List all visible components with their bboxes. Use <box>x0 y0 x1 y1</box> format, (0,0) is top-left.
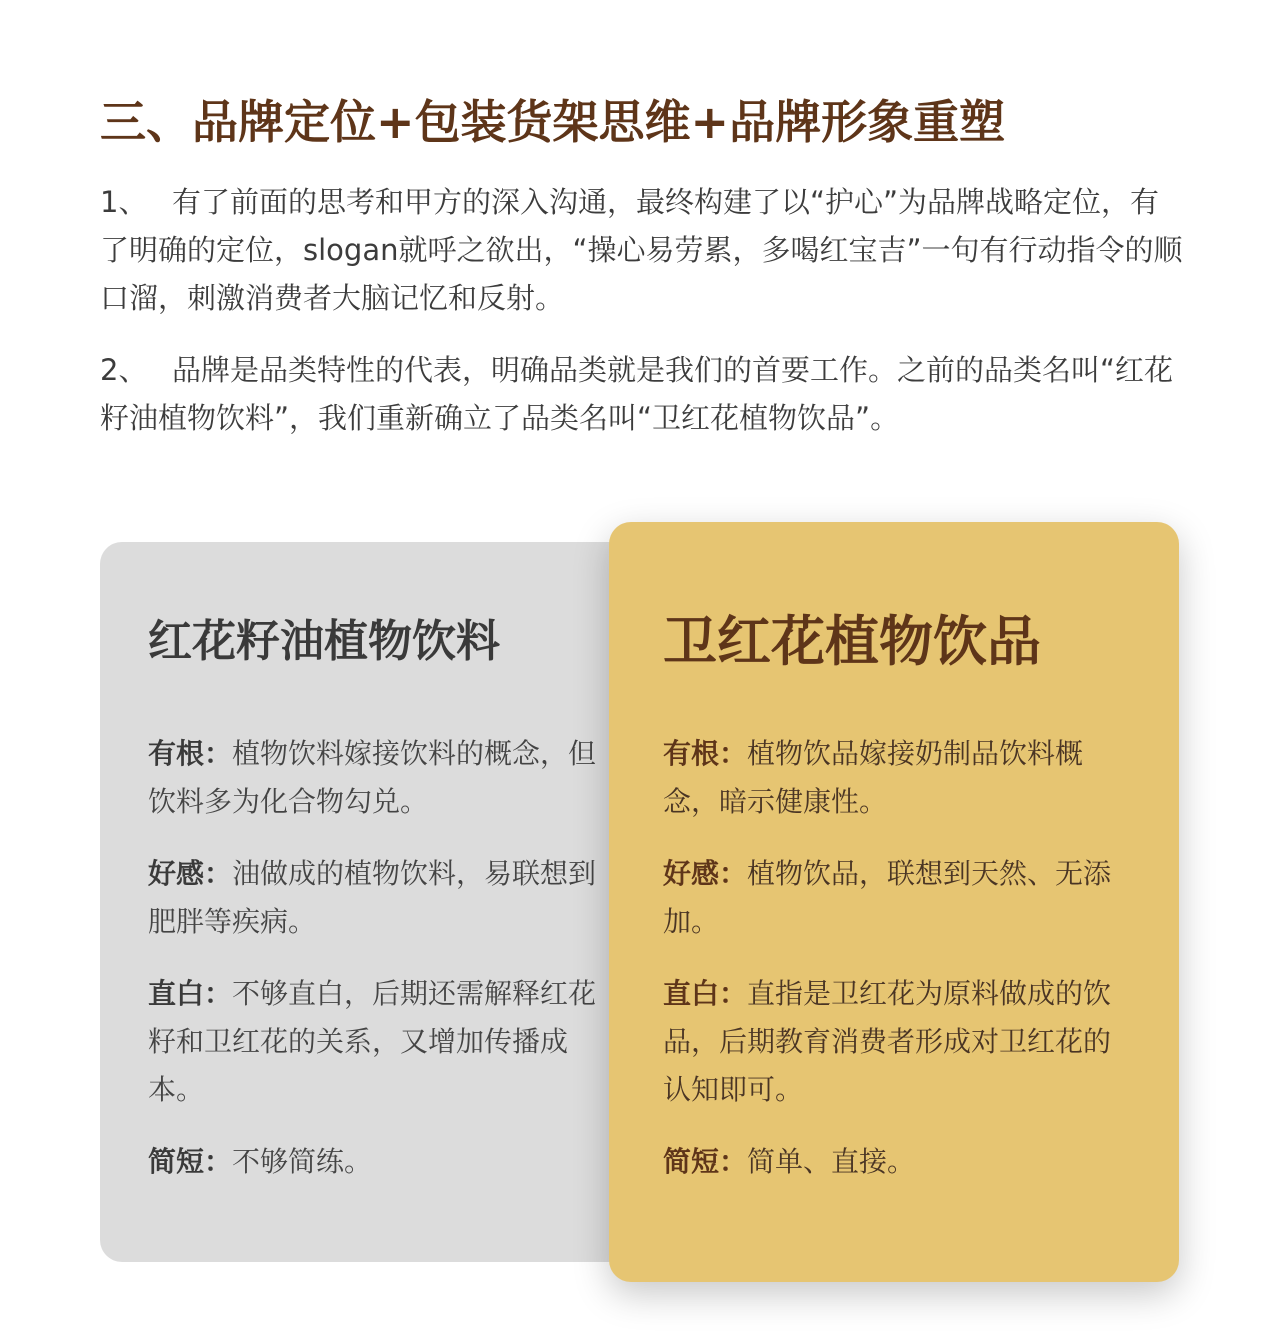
point-key: 直白： <box>663 977 748 1010</box>
old-point-direct <box>148 970 612 1114</box>
new-point-direct <box>663 970 1127 1114</box>
paragraph-text: 品牌是品类特性的代表，明确品类就是我们的首要工作。之前的品类名叫“红花籽油植物饮料”，我们重新确立了品类名叫“卫红花植物饮品”。 <box>100 353 1174 435</box>
point-key: 简短： <box>148 1145 233 1178</box>
point-key: 好感： <box>663 857 748 890</box>
paragraph-number: 2、 <box>100 353 148 387</box>
old-category-title: 红花籽油植物饮料 <box>148 616 500 667</box>
old-category-card <box>100 542 660 1262</box>
point-key: 简短： <box>663 1145 748 1178</box>
page-title: 三、品牌定位+包装货架思维+品牌形象重塑 <box>100 95 1006 149</box>
point-text: 直指是卫红花为原料做成的饮品，后期教育消费者形成对卫红花的认知即可。 <box>663 977 1112 1106</box>
new-point-root <box>663 730 1127 826</box>
paragraph-number: 1、 <box>100 185 148 219</box>
new-category-title: 卫红花植物饮品 <box>663 610 1041 673</box>
paragraph-2 <box>100 346 1185 442</box>
new-point-favor <box>663 850 1127 946</box>
point-text: 不够简练。 <box>232 1145 373 1178</box>
point-text: 不够直白，后期还需解释红花籽和卫红花的关系，又增加传播成本。 <box>148 977 597 1106</box>
point-text: 植物饮品嫁接奶制品饮料概念，暗示健康性。 <box>663 737 1084 818</box>
old-point-short <box>148 1138 612 1186</box>
point-text: 简单、直接。 <box>747 1145 916 1178</box>
new-point-short <box>663 1138 1127 1186</box>
point-key: 直白： <box>148 977 233 1010</box>
point-text: 植物饮品，联想到天然、无添加。 <box>663 857 1112 938</box>
point-key: 好感： <box>148 857 233 890</box>
paragraph-1 <box>100 178 1185 322</box>
paragraph-text: 有了前面的思考和甲方的深入沟通，最终构建了以“护心”为品牌战略定位，有了明确的定位，slogan就呼之欲出，“操心易劳累，多喝红宝吉”一句有行动指令的顺口溜，刺激消费者大脑记忆和反射。 <box>100 185 1183 315</box>
old-point-root <box>148 730 612 826</box>
point-key: 有根： <box>148 737 233 770</box>
point-key: 有根： <box>663 737 748 770</box>
new-category-card <box>609 522 1179 1282</box>
old-point-favor <box>148 850 612 946</box>
point-text: 油做成的植物饮料，易联想到肥胖等疾病。 <box>148 857 597 938</box>
point-text: 植物饮料嫁接饮料的概念，但饮料多为化合物勾兑。 <box>148 737 597 818</box>
